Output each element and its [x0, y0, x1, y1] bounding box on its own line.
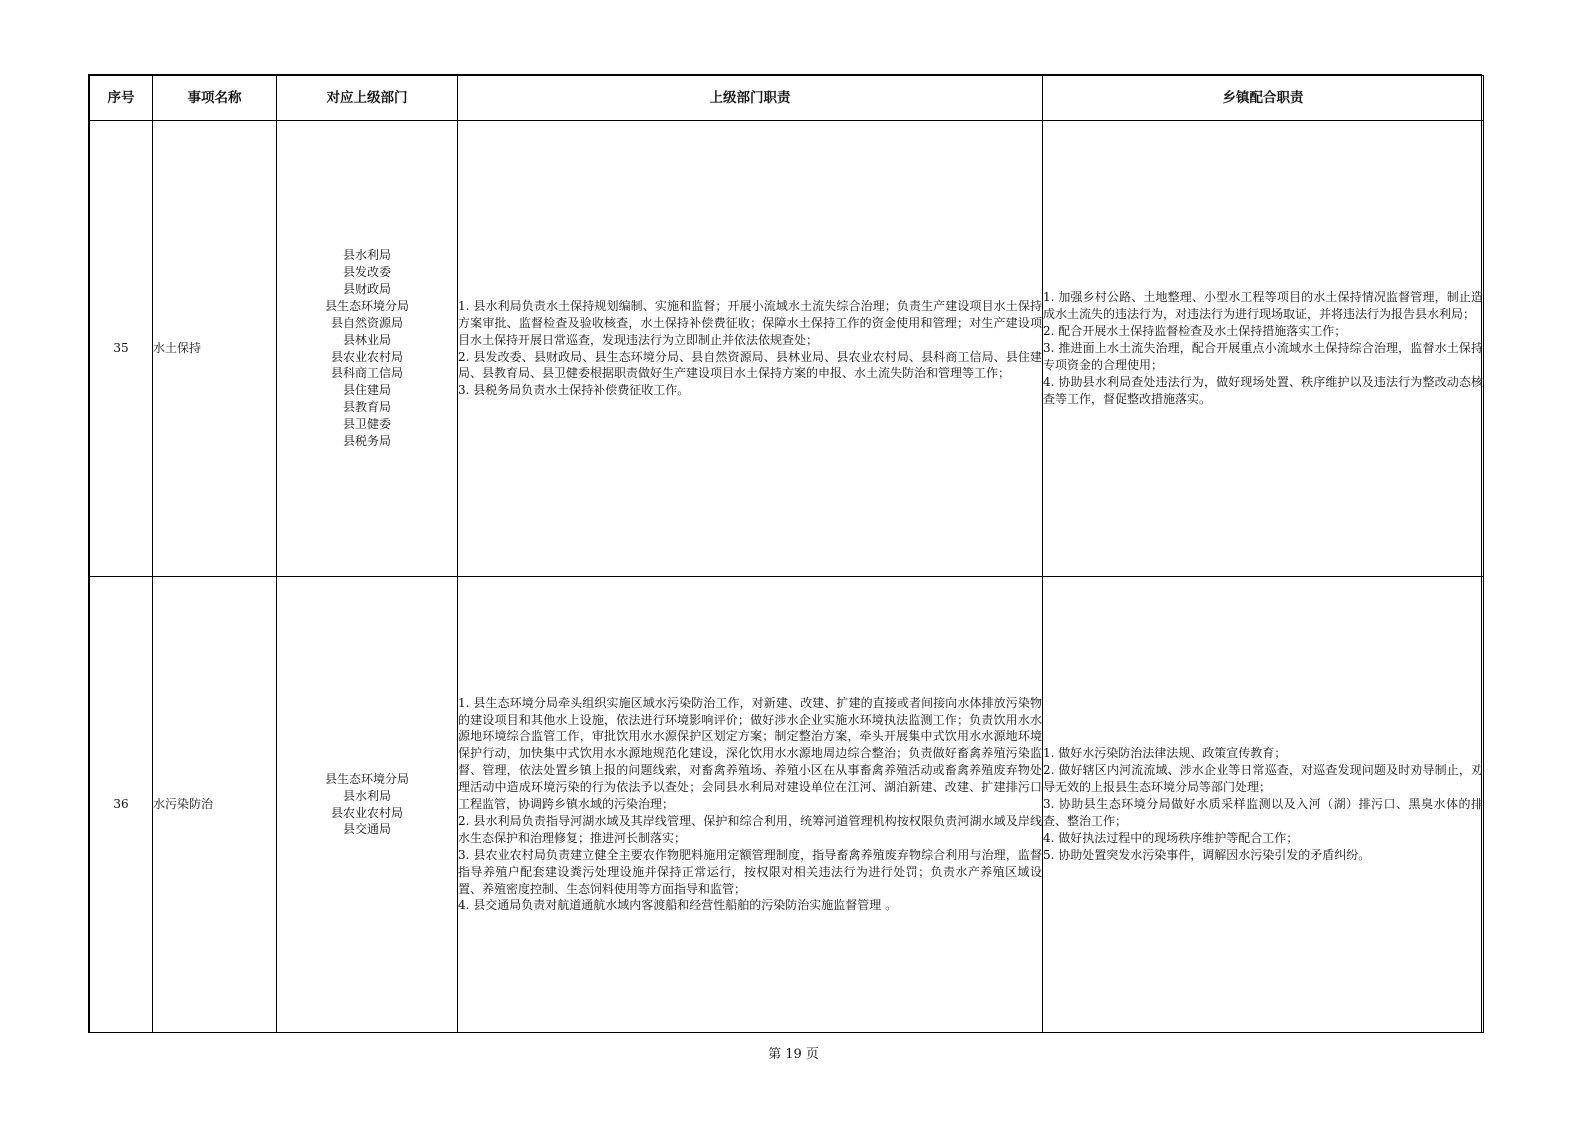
- table-row: [90, 121, 1484, 577]
- header-upper-department: 对应上级部门: [277, 76, 458, 121]
- upper-duty-item: 3. 县农业农村局负责建立健全主要农作物肥料施用定额管理制度，指导畜禽养殖废弃物综合利用与治理，监督指导养殖户配套建设粪污处理设施并保持正常运行，按权限对相关违法行为进行处罚；负责水产养殖区域设置、养殖密度控制、生态饲料使用等方面指导和监管；: [458, 847, 1042, 896]
- upper-duty-item: 3. 县税务局负责水土保持补偿费征收工作。: [458, 383, 690, 398]
- department-item: 县住建局: [342, 383, 391, 398]
- row-upper-duties: [458, 121, 1043, 577]
- table-row: [90, 577, 1484, 1033]
- town-duty-item: 1. 加强乡村公路、土地整理、小型水工程等项目的水土保持情况监督管理，制止造成水土流失的违法行为，对违法行为进行现场取证，并将违法行为报告县水利局；: [1043, 290, 1483, 322]
- department-item: 县生态环境分局: [324, 771, 409, 786]
- department-item: 县财政局: [342, 281, 391, 296]
- department-item: 县发改委: [342, 264, 391, 279]
- row-serial: 35: [90, 121, 153, 577]
- header-upper-duties: 上级部门职责: [458, 76, 1043, 121]
- responsibility-table-frame: [88, 74, 1482, 1033]
- department-item: 县教育局: [342, 400, 391, 415]
- upper-duty-item: 2. 县发改委、县财政局、县生态环境分局、县自然资源局、县林业局、县农业农村局、县科商工信局、县住建局、县教育局、县卫健委根据职责做好生产建设项目水土保持方案的申报、水土流失防治和管理等工作；: [458, 349, 1042, 381]
- town-duty-item: 2. 配合开展水土保持监督检查及水土保持措施落实工作；: [1043, 324, 1347, 339]
- department-item: 县农业农村局: [330, 349, 403, 364]
- town-duty-item: 2. 做好辖区内河流流域、涉水企业等日常巡查，对巡查发现问题及时劝导制止，劝导无效的上报县生态环境分局等部门处理；: [1043, 763, 1483, 795]
- upper-duty-item: 2. 县水利局负责指导河湖水域及其岸线管理、保护和综合利用，统筹河道管理机构按权限负责河湖水域及岸线水生态保护和治理修复；推进河长制落实；: [458, 813, 1042, 845]
- row-item-name: 水污染防治: [153, 577, 277, 1033]
- row-departments: [277, 577, 458, 1033]
- department-item: 县生态环境分局: [324, 298, 409, 313]
- department-item: 县水利局: [342, 248, 391, 263]
- town-duty-item: 3. 推进面上水土流失治理，配合开展重点小流域水土保持综合治理，监督水土保持专项资金的合理使用；: [1043, 341, 1483, 372]
- header-serial: 序号: [90, 76, 153, 121]
- town-duty-item: 5. 协助处置突发水污染事件，调解因水污染引发的矛盾纠纷。: [1043, 847, 1371, 862]
- table-header-row: [90, 76, 1484, 121]
- upper-duty-item: 1. 县水利局负责水土保持规划编制、实施和监督；开展小流域水土流失综合治理；负责生产建设项目水土保持方案审批、监督检查及验收核查，水土保持补偿费征收；保障水土保持工作的资金使用和管理；对生产建设项目水土保持开展日常巡查，发现违法行为立即制止并依法依规查处；: [458, 298, 1042, 347]
- town-duty-item: 1. 做好水污染防治法律法规、政策宣传教育；: [1043, 746, 1287, 761]
- department-item: 县卫健委: [342, 417, 391, 432]
- row-upper-duties: [458, 577, 1043, 1033]
- department-item: 县科商工信局: [330, 366, 403, 381]
- row-departments: [277, 121, 458, 577]
- row-town-duties: [1043, 121, 1484, 577]
- town-duty-item: 4. 协助县水利局查处违法行为，做好现场处置、秩序维护以及违法行为整改动态核查等工作，督促整改措施落实。: [1043, 374, 1483, 406]
- upper-duty-item: 4. 县交通局负责对航道通航水域内客渡船和经营性船舶的污染防治实施监督管理 。: [458, 898, 898, 913]
- page-number: 第 19 页: [768, 1047, 819, 1062]
- department-item: 县税务局: [342, 434, 391, 449]
- department-item: 县自然资源局: [330, 315, 403, 330]
- department-item: 县交通局: [342, 822, 391, 837]
- responsibility-table: [89, 75, 1484, 1033]
- row-serial: 36: [90, 577, 153, 1033]
- upper-duty-item: 1. 县生态环境分局牵头组织实施区域水污染防治工作，对新建、改建、扩建的直接或者间接向水体排放污染物的建设项目和其他水上设施，依法进行环境影响评价；做好涉水企业实施水环境执法监测工作；负责饮用水水源地环境综合监管工作，审批饮用水水源保护区划定方案；制定整治方案，牵头开展集中式饮用水水源地环境保护行动，加快集中式饮用水水源地规范化建设，深化饮用水水源地周边综合整治；负责做好畜禽养殖污染监督、管理，依法处置乡镇上报的问题线索，对畜禽养殖场、养殖小区在从事畜禽养殖活动或畜禽养殖废弃物处理活动中造成环境污染的行为依法予以查处；会同县水利局对建设单位在江河、湖泊新建、改建、扩建排污口工程监管，协调跨乡镇水域的污染治理；: [458, 695, 1042, 812]
- header-town-duties: 乡镇配合职责: [1043, 76, 1484, 121]
- department-item: 县水利局: [342, 788, 391, 803]
- row-item-name: 水土保持: [153, 121, 277, 577]
- header-item-name: 事项名称: [153, 76, 277, 121]
- town-duty-item: 4. 做好执法过程中的现场秩序维护等配合工作；: [1043, 830, 1299, 845]
- department-item: 县农业农村局: [330, 805, 403, 820]
- department-item: 县林业局: [342, 332, 391, 347]
- town-duty-item: 3. 协助县生态环境分局做好水质采样监测以及入河（湖）排污口、黑臭水体的排查、整治工作；: [1043, 797, 1483, 828]
- row-town-duties: [1043, 577, 1484, 1033]
